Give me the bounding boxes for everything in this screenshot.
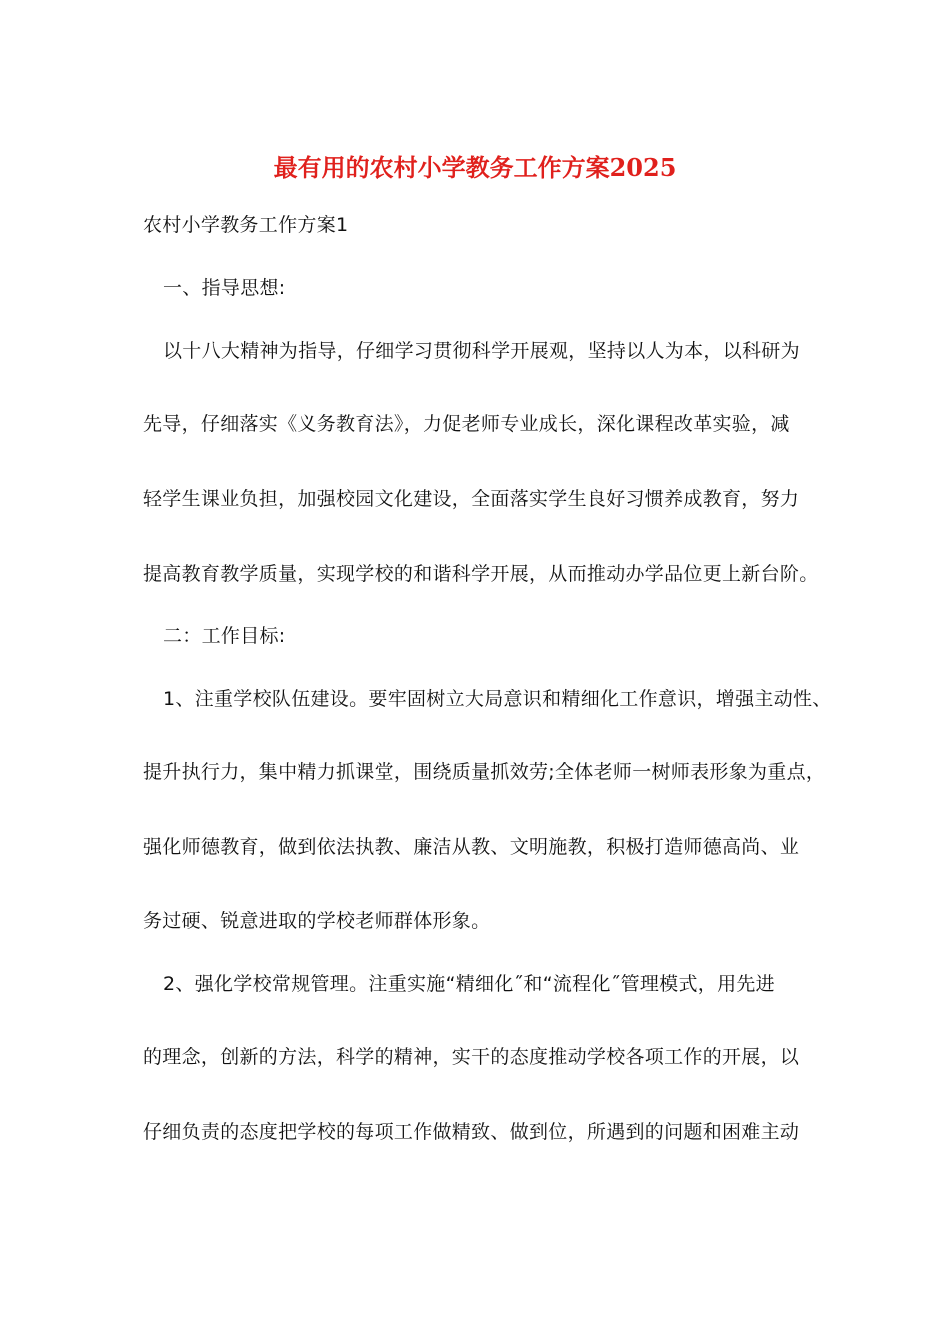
- paragraph-line: 提高教育教学质量，实现学校的和谐科学开展，从而推动办学品位更上新台阶。: [143, 563, 819, 585]
- paragraph-line: 仔细负责的态度把学校的每项工作做精致、做到位，所遇到的问题和困难主动: [143, 1121, 800, 1143]
- paragraph-line: 以十八大精神为指导，仔细学习贯彻科学开展观，坚持以人为本，以科研为: [163, 340, 800, 362]
- section-heading-guiding-thought: 一、指导思想:: [163, 277, 286, 299]
- paragraph-line: 务过硬、锐意进取的学校老师群体形象。: [143, 910, 491, 932]
- paragraph-line: 轻学生课业负担，加强校园文化建设，全面落实学生良好习惯养成教育，努力: [143, 488, 800, 510]
- section-heading-work-goals: 二：工作目标:: [163, 625, 286, 647]
- paragraph-line: 1、注重学校队伍建设。要牢固树立大局意识和精细化工作意识，增强主动性、: [163, 688, 832, 710]
- document-title: 最有用的农村小学教务工作方案2025: [273, 153, 677, 182]
- paragraph-line: 强化师德教育，做到依法执教、廉洁从教、文明施教，积极打造师德高尚、业: [143, 836, 800, 858]
- paragraph-line: 2、强化学校常规管理。注重实施“精细化˝和“流程化˝管理模式，用先进: [163, 973, 775, 995]
- paragraph-line: 提升执行力，集中精力抓课堂，围绕质量抓效劳;全体老师一树师表形象为重点，: [143, 761, 826, 783]
- paragraph-line: 的理念，创新的方法，科学的精神，实干的态度推动学校各项工作的开展，以: [143, 1046, 800, 1068]
- document-subtitle: 农村小学教务工作方案1: [143, 214, 349, 236]
- paragraph-line: 先导，仔细落实《义务教育法》，力促老师专业成长，深化课程改革实验，减: [143, 413, 790, 435]
